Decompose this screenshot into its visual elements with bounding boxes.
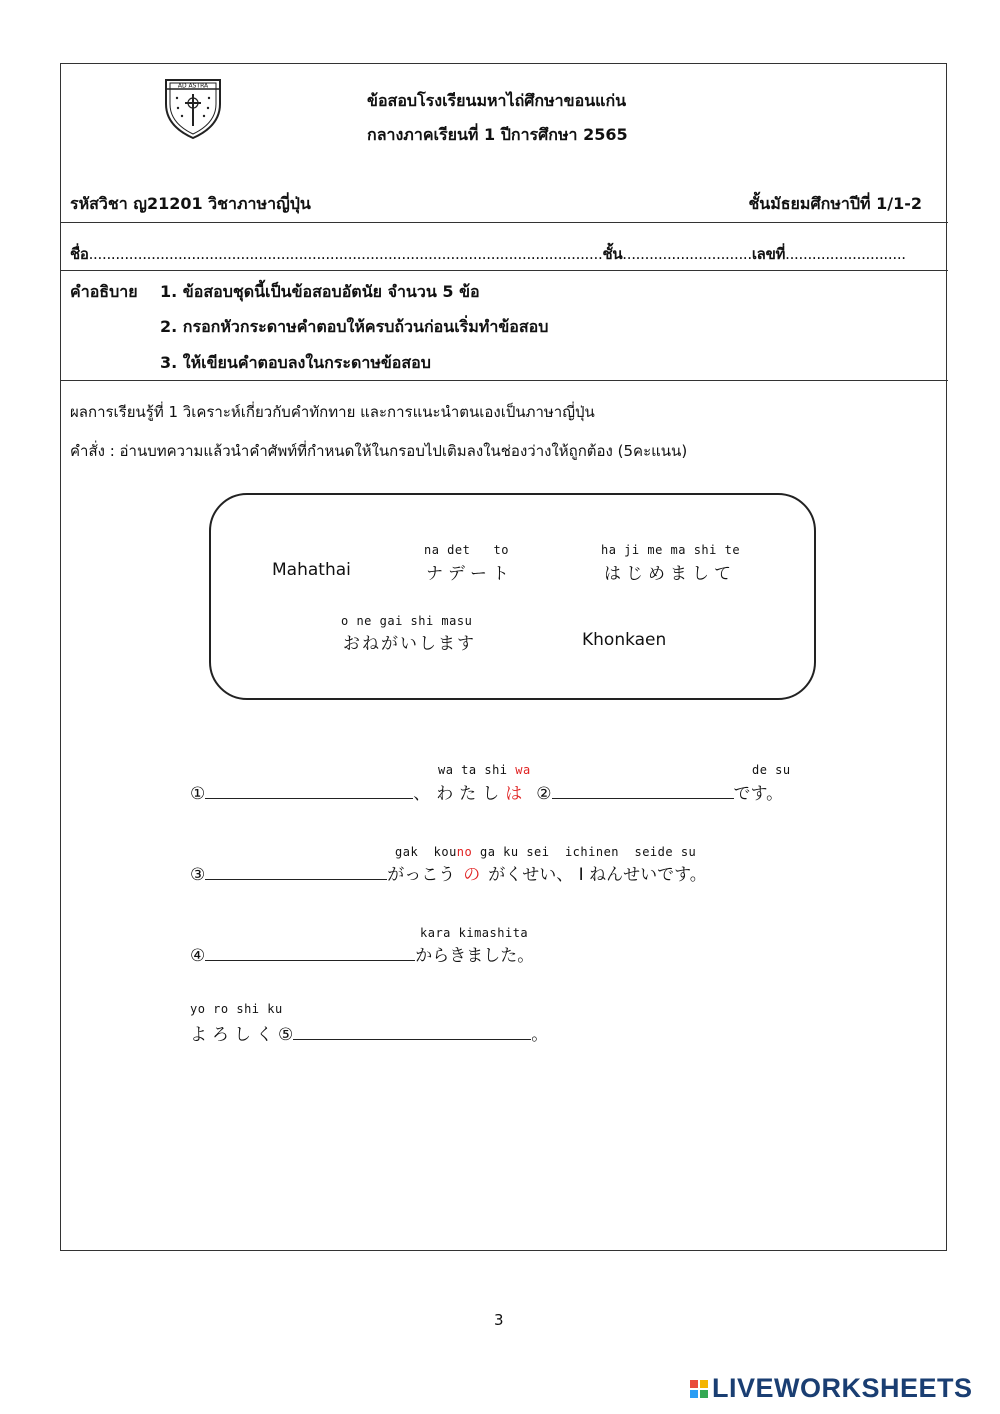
question-4 [190,941,534,966]
learning-outcome: ผลการเรียนรู้ที่ 1 วิเคราะห์เกี่ยวกับคำทักทาย และการแนะนำตนเองเป็นภาษาญี่ปุ่น [70,403,595,421]
q3-particle: の [463,865,481,885]
q2-number: ② [536,784,552,804]
q3-answer-blank[interactable] [205,865,387,880]
exam-term: กลางภาคเรียนที่ 1 ปีการศึกษา 2565 [367,125,628,144]
q2-answer-blank[interactable] [552,784,734,799]
q5-text: よろしく [190,1025,278,1045]
number-label: เลขที่ [751,245,786,263]
q3-text-a: がっこう [387,865,456,885]
school-crest [163,78,223,140]
word-hajimemashite-kana: はじめまして [604,564,736,584]
q3-romaji [395,845,696,859]
q1-romaji-particle: wa [515,763,531,777]
divider [60,270,948,271]
q4-romaji: kara kimashita [420,926,529,940]
q5-romaji: yo ro shi ku [190,1002,283,1016]
q4-text: からきました。 [415,946,535,966]
word-bank-box [209,493,816,700]
word-nadet-kana: ナデート [426,564,514,584]
q3-text-b: がくせい、 I ねんせいです。 [488,865,707,885]
q3-number: ③ [190,865,206,885]
grade-level: ชั้นมัธยมศึกษาปีที่ 1/1-2 [748,194,922,213]
number-field[interactable]: ........................... [785,245,906,263]
page-number: 3 [494,1311,504,1329]
liveworksheets-logo [690,1373,973,1404]
divider [60,222,948,223]
q1-text: 、わたし [413,784,506,804]
question-1-2 [190,779,783,804]
q1-number: ① [190,784,206,804]
q3-romaji-particle: no [456,845,473,859]
name-field[interactable]: ................................................................................................................... [88,245,603,263]
instruction-item: 3. ให้เขียนคำตอบลงในกระดาษข้อสอบ [160,353,431,372]
q4-answer-blank[interactable] [205,946,415,961]
command-text: คำสั่ง : อ่านบทความแล้วนำคำศัพท์ที่กำหนดให้ในกรอบไปเติมลงในช่องว่างให้ถูกต้อง (5คะแนน) [70,442,688,460]
word-onegaishimasu-romaji: o ne gai shi masu [341,614,473,628]
logo-text: LIVEWORKSHEETS [712,1373,973,1403]
question-3 [190,860,707,885]
course-code: รหัสวิชา ญ21201 วิชาภาษาญี่ปุ่น [70,194,311,213]
student-info-row [70,242,906,266]
instructions-label: คำอธิบาย [70,282,138,301]
q1-answer-blank[interactable] [205,784,413,799]
logo-mark-icon [690,1380,708,1398]
word-nadet-romaji: na det to [424,543,509,557]
word-hajimemashite-romaji: ha ji me ma shi te [601,543,741,557]
exam-title: ข้อสอบโรงเรียนมหาไถ่ศึกษาขอนแก่น [367,91,627,110]
school-crest-svg [163,78,223,140]
q2-romaji: de su [752,763,791,777]
word-mahathai: Mahathai [272,560,351,580]
instruction-item: 2. กรอกหัวกระดาษคำตอบให้ครบถ้วนก่อนเริ่มทำข้อสอบ [160,317,549,336]
q1-romaji-text: wa ta shi [438,763,516,777]
q5-answer-blank[interactable] [293,1025,531,1040]
class-field[interactable]: ............................. [622,245,752,263]
q3-romaji-b: ga ku sei ichinen seide su [472,845,697,859]
q4-number: ④ [190,946,206,966]
crest-text: AD ASTRA [177,82,209,90]
question-5 [190,1020,548,1045]
divider [60,380,948,381]
q1-romaji [438,763,531,777]
q2-text: です。 [733,784,784,804]
name-label: ชื่อ [70,245,89,263]
instruction-item: 1. ข้อสอบชุดนี้เป็นข้อสอบอัตนัย จำนวน 5 ข้อ [160,282,480,301]
q5-number: ⑤ [278,1025,294,1045]
q1-particle: は [505,784,523,804]
class-label: ชั้น [602,245,623,263]
q5-end: 。 [531,1025,549,1045]
word-onegaishimasu-kana: おねがいします [343,634,476,654]
q3-romaji-a: gak kou [395,845,457,859]
word-khonkaen: Khonkaen [582,630,667,650]
